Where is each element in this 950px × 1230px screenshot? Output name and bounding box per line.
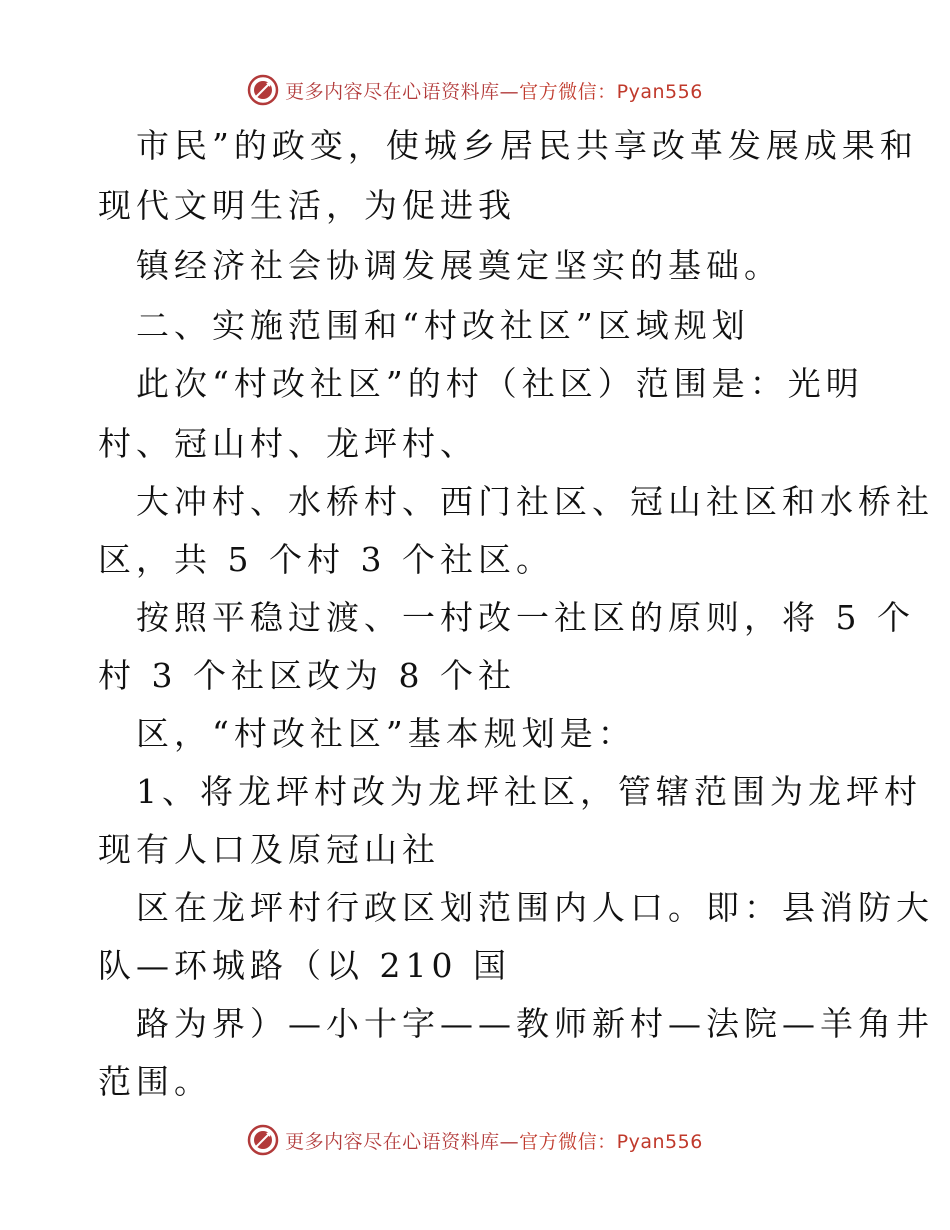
text-line: 1、将龙坪村改为龙坪社区，管辖范围为龙坪村 [136, 772, 922, 811]
section-heading: 二、实施范围和“村改社区”区域规划 [136, 306, 750, 345]
text-line: 区在龙坪村行政区划范围内人口。即：县消防大 [136, 888, 934, 927]
text-line: 现有人口及原冠山社 [98, 830, 440, 869]
banner-text: 更多内容尽在心语资料库—官方微信：Pyan556 [285, 1130, 703, 1153]
text-line: 大冲村、水桥村、西门社区、冠山社区和水桥社 [136, 482, 934, 521]
text-line: 按照平稳过渡、一村改一社区的原则，将 5 个 [136, 598, 915, 637]
text-line: 村、冠山村、龙坪村、 [98, 424, 478, 463]
text-line: 村 3 个社区改为 8 个社 [98, 656, 516, 695]
feather-pen-logo-icon [247, 74, 279, 106]
banner-text: 更多内容尽在心语资料库—官方微信：Pyan556 [285, 80, 703, 103]
header-banner [0, 70, 950, 110]
footer-banner [0, 1120, 950, 1160]
text-line: 此次“村改社区”的村（社区）范围是：光明 [136, 364, 864, 403]
text-line: 区，“村改社区”基本规划是： [136, 714, 636, 753]
text-line: 市民”的政变，使城乡居民共享改革发展成果和 [136, 126, 918, 165]
text-line: 区，共 5 个村 3 个社区。 [98, 540, 554, 579]
text-line: 镇经济社会协调发展奠定坚实的基础。 [136, 246, 782, 285]
text-line: 路为界）—小十字——教师新村—法院—羊角井 [136, 1004, 934, 1043]
text-line: 现代文明生活，为促进我 [98, 186, 516, 225]
feather-pen-logo-icon [247, 1124, 279, 1156]
text-line: 队—环城路（以 210 国 [98, 946, 511, 985]
text-line: 范围。 [98, 1062, 212, 1101]
